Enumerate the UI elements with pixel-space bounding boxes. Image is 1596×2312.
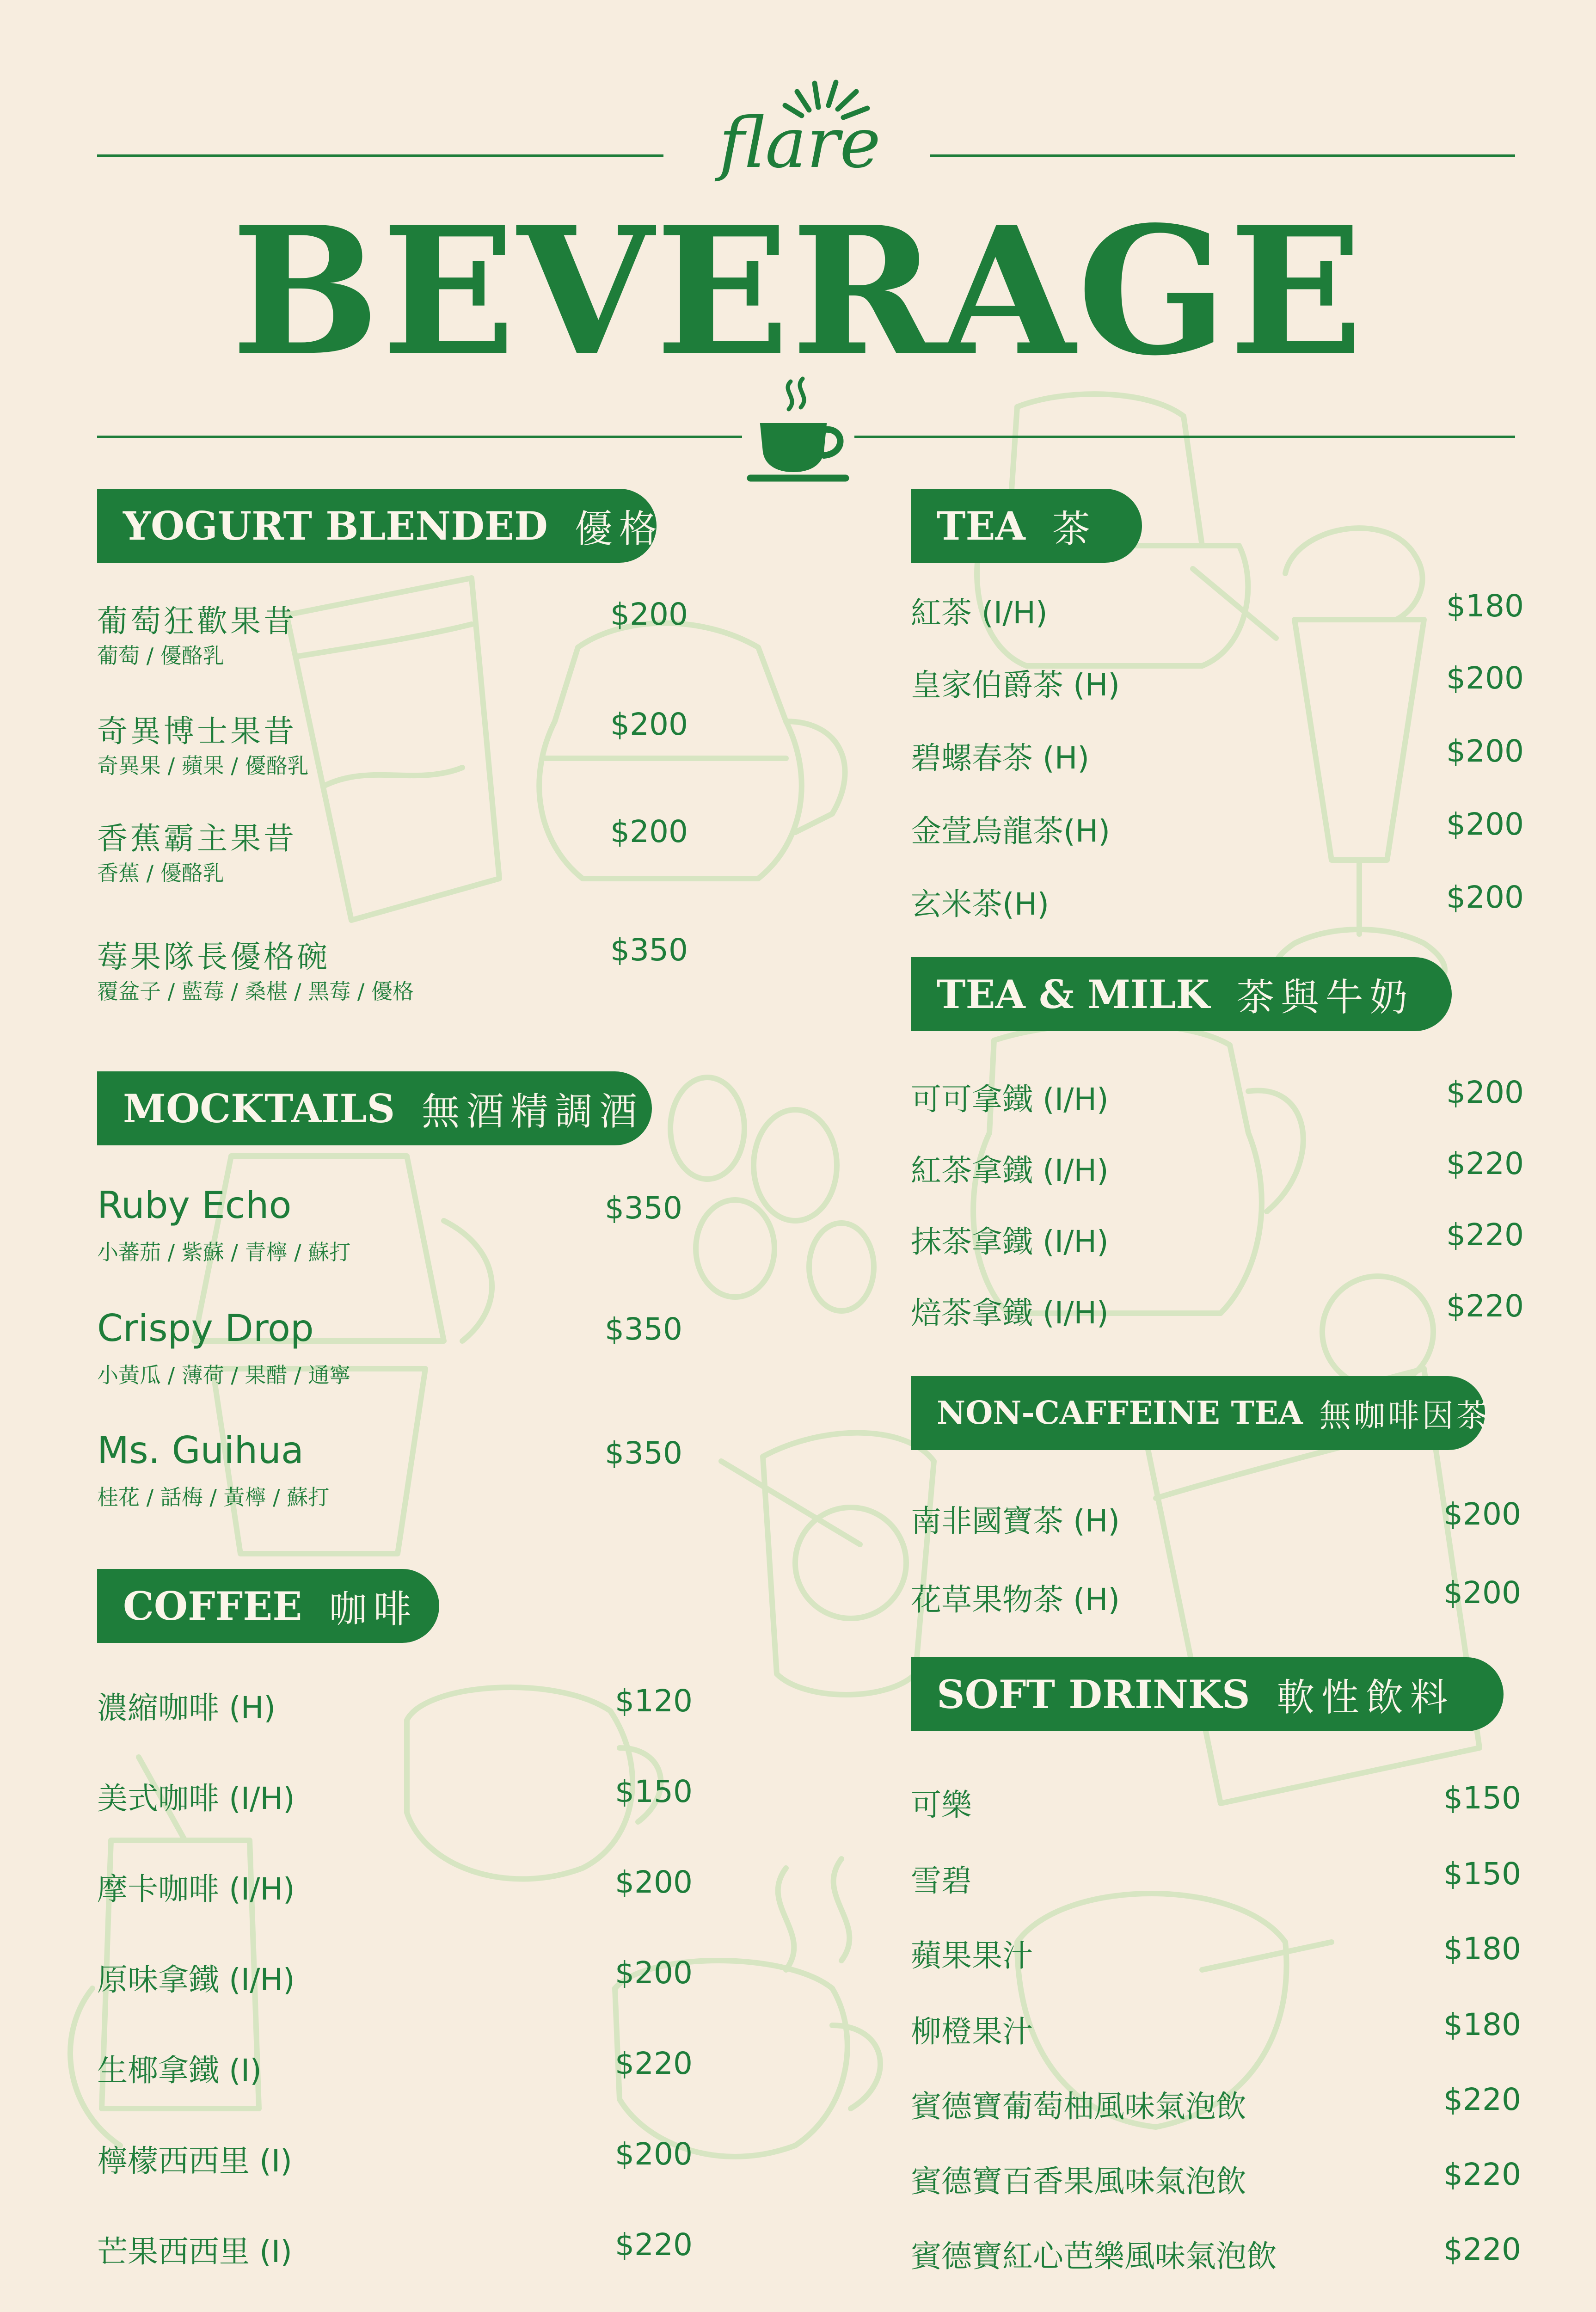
menu-item-ingredients: 覆盆子 / 藍莓 / 桑椹 / 黑莓 / 優格	[97, 979, 414, 1004]
section-heading-non-caffeine-tea	[911, 1376, 1491, 1450]
menu-item-price: $180	[1443, 2007, 1521, 2042]
menu-item-name: 可樂	[911, 1787, 972, 1823]
menu-item-ingredients: 香蕉 / 優酪乳	[97, 861, 224, 885]
menu-item-name: 芒果西西里 (I)	[97, 2234, 292, 2269]
section-heading-zh: 優格	[574, 507, 663, 551]
menu-item-price: $200	[1446, 733, 1524, 769]
section-heading-zh: 茶	[1052, 507, 1097, 551]
menu-item-price: $200	[610, 707, 688, 742]
section-heading-soft-drinks	[911, 1657, 1504, 1731]
menu-item-price: $200	[1446, 806, 1524, 842]
menu-item-name: 玄米茶(H)	[911, 886, 1050, 922]
section-heading-en: TEA	[937, 503, 1025, 549]
menu-item-price: $350	[610, 932, 688, 968]
menu-item-name: 抹茶拿鐵 (I/H)	[911, 1224, 1109, 1260]
menu-item-price: $200	[1446, 1075, 1524, 1110]
menu-item-price: $200	[610, 596, 688, 632]
menu-item-price: $120	[615, 1683, 693, 1719]
menu-item-name: 濃縮咖啡 (H)	[97, 1690, 276, 1726]
menu-item-name: 賓德寶紅心芭樂風味氣泡飲	[911, 2238, 1277, 2274]
menu-item-name: 香蕉霸主果昔	[97, 821, 297, 856]
section-heading-en: NON-CAFFEINE TEA	[937, 1395, 1303, 1432]
menu-item-name: Ms. Guihua	[97, 1429, 304, 1472]
section-heading-zh: 咖啡	[329, 1587, 418, 1631]
menu-item-price: $220	[1443, 2157, 1521, 2192]
section-heading-zh: 茶與牛奶	[1236, 975, 1414, 1020]
menu-item-price: $350	[605, 1311, 682, 1347]
menu-item-price: $150	[1443, 1856, 1521, 1892]
section-heading-zh: 無酒精調酒	[422, 1089, 644, 1134]
menu-item-ingredients: 桂花 / 話梅 / 黃檸 / 蘇打	[97, 1485, 330, 1510]
section-heading-mocktails	[97, 1071, 652, 1145]
menu-item-name: 柳橙果汁	[911, 2014, 1033, 2049]
page-title: BEVERAGE	[231, 188, 1365, 394]
section-heading-en: YOGURT BLENDED	[123, 503, 548, 549]
section-heading-en: TEA & MILK	[937, 971, 1210, 1017]
menu-item-ingredients: 小蕃茄 / 紫蘇 / 青檸 / 蘇打	[97, 1240, 351, 1265]
menu-item-name: Crispy Drop	[97, 1307, 314, 1350]
menu-item-name: 皇家伯爵茶 (H)	[911, 667, 1120, 703]
menu-item-name: 紅茶 (I/H)	[911, 595, 1048, 631]
menu-item-price: $220	[1443, 2082, 1521, 2117]
menu-item-price: $220	[1443, 2232, 1521, 2267]
section-heading-yogurt-blended	[97, 489, 663, 563]
menu-item-name: 莓果隊長優格碗	[97, 939, 330, 975]
menu-item-price: $150	[615, 1774, 693, 1809]
menu-item-name: 紅茶拿鐵 (I/H)	[911, 1153, 1109, 1188]
menu-item-name: 葡萄狂歡果昔	[97, 603, 297, 639]
header-rule-left-bottom	[97, 436, 742, 438]
menu-item-price: $200	[1446, 879, 1524, 915]
menu-item-name: Ruby Echo	[97, 1184, 292, 1227]
brand-logo	[698, 69, 902, 194]
menu-item-name: 可可拿鐵 (I/H)	[911, 1082, 1109, 1117]
menu-item-name: 賓德寶葡萄柚風味氣泡飲	[911, 2089, 1246, 2124]
menu-item-name: 南非國寶茶 (H)	[911, 1503, 1120, 1539]
menu-item-price: $200	[610, 814, 688, 849]
menu-item-ingredients: 葡萄 / 優酪乳	[97, 643, 224, 668]
section-heading-zh: 無咖啡因茶	[1319, 1397, 1491, 1434]
section-heading-zh: 軟性飲料	[1277, 1675, 1455, 1720]
menu-item-price: $180	[1443, 1931, 1521, 1967]
menu-item-price: $220	[615, 2046, 693, 2081]
menu-item-name: 賓德寶百香果風味氣泡飲	[911, 2164, 1246, 2199]
coffee-cup-icon	[744, 372, 852, 492]
menu-item-name: 花草果物茶 (H)	[911, 1582, 1120, 1617]
section-heading-tea	[911, 489, 1142, 563]
menu-item-name: 原味拿鐵 (I/H)	[97, 1962, 295, 1998]
menu-item-price: $220	[1446, 1288, 1524, 1324]
header-rule-left-top	[97, 154, 663, 157]
menu-item-price: $220	[1446, 1146, 1524, 1181]
menu-item-name: 雪碧	[911, 1863, 972, 1899]
menu-item-price: $350	[605, 1190, 682, 1226]
section-heading-en: COFFEE	[123, 1583, 302, 1629]
menu-item-ingredients: 奇異果 / 蘋果 / 優酪乳	[97, 753, 309, 778]
menu-item-name: 摩卡咖啡 (I/H)	[97, 1871, 295, 1907]
menu-item-price: $180	[1446, 588, 1524, 624]
menu-item-name: 生椰拿鐵 (I)	[97, 2053, 262, 2088]
menu-item-name: 檸檬西西里 (I)	[97, 2143, 292, 2179]
menu-item-price: $220	[615, 2227, 693, 2263]
section-heading-tea-and-milk	[911, 957, 1452, 1031]
menu-item-price: $200	[1443, 1496, 1521, 1532]
menu-item-name: 蘋果果汁	[911, 1938, 1033, 1974]
menu-item-name: 碧螺春茶 (H)	[911, 740, 1090, 776]
header-rule-right-bottom	[854, 436, 1515, 438]
menu-item-price: $200	[1443, 1575, 1521, 1611]
menu-item-price: $200	[615, 1864, 693, 1900]
menu-item-name: 奇異博士果昔	[97, 713, 297, 749]
menu-item-price: $150	[1443, 1780, 1521, 1816]
menu-item-name: 金萱烏龍茶(H)	[911, 813, 1111, 849]
section-heading-en: SOFT DRINKS	[937, 1671, 1250, 1717]
section-heading-coffee	[97, 1569, 439, 1643]
menu-item-price: $350	[605, 1435, 682, 1471]
menu-item-price: $220	[1446, 1217, 1524, 1253]
menu-item-price: $200	[615, 2136, 693, 2172]
menu-item-name: 美式咖啡 (I/H)	[97, 1781, 295, 1816]
brand-logo-text: flare	[719, 103, 881, 184]
menu-item-price: $200	[1446, 660, 1524, 696]
section-heading-en: MOCKTAILS	[123, 1085, 395, 1131]
menu-item-ingredients: 小黃瓜 / 薄荷 / 果醋 / 通寧	[97, 1363, 351, 1388]
menu-item-price: $200	[615, 1955, 693, 1991]
header-rule-right-top	[930, 154, 1515, 157]
menu-item-name: 焙茶拿鐵 (I/H)	[911, 1295, 1109, 1331]
